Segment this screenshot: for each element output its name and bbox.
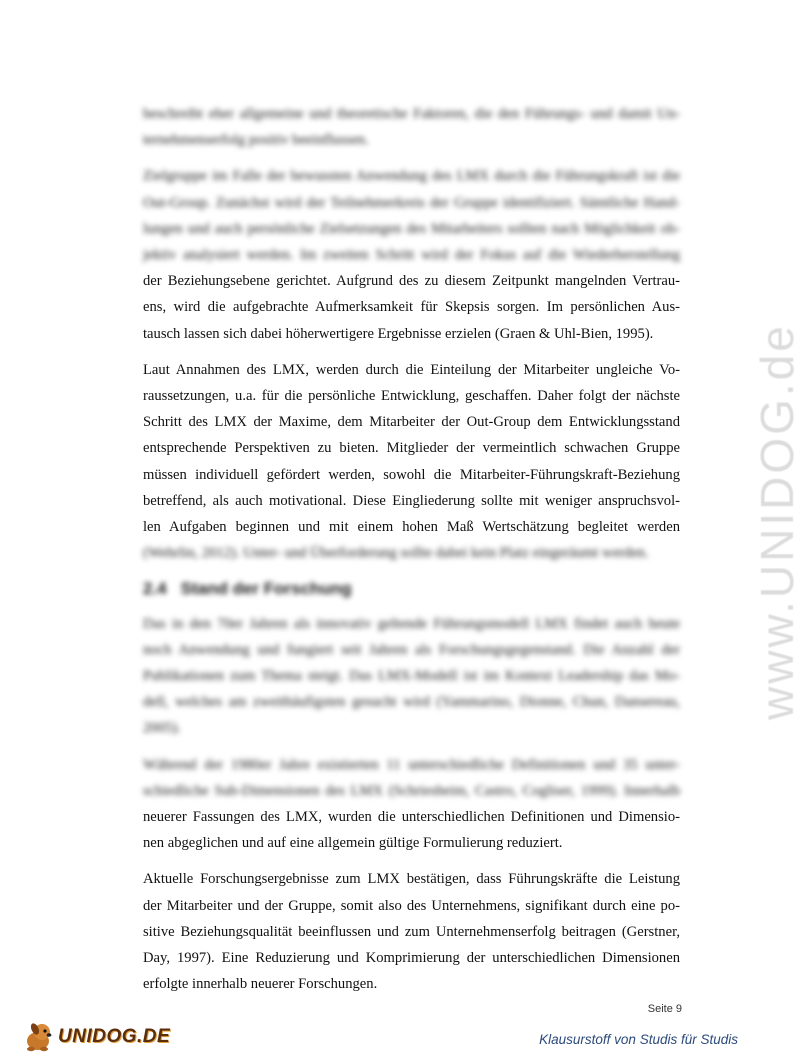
watermark-text: www.UNIDOG.de — [751, 323, 803, 720]
section-title: Stand der Forschung — [180, 579, 352, 599]
text-line: neuerer Fassungen des LMX, wurden die unterschiedlichen Definitionen und Dimensio- — [143, 809, 680, 826]
logo — [20, 1020, 170, 1054]
text-line: Das in den 70er Jahren als innovativ geltende Führungsmodell LMX findet auch heute — [143, 615, 680, 632]
text-line: Aktuelle Forschungsergebnisse zum LMX bestätigen, dass Führungskräfte die Leistung — [143, 871, 680, 888]
paragraph — [143, 101, 680, 153]
text-line: ens, wird die aufgebrachte Aufmerksamkeit für Skepsis sorgen. Im persönlichen Aus- — [143, 299, 680, 316]
paragraph-group-before-heading — [143, 101, 680, 566]
text-line: Während der 1980er Jahre existierten 11 unterschiedliche Definitionen und 35 unter- — [143, 756, 680, 773]
text-line: Zielgruppe im Falle der bewussten Anwendung des LMX durch die Führungskraft ist die — [143, 168, 680, 185]
text-line: jektiv analysiert werden. Im zweiten Schritt wird der Fokus auf die Wiederherstellung — [143, 247, 680, 264]
text-line: Schritt des LMX der Maxime, dem Mitarbeiter der Out-Group dem Entwicklungsstand — [143, 414, 680, 431]
text-line: müssen individuell gefördert werden, sowohl die Mitarbeiter-Führungskraft-Beziehung — [143, 466, 680, 483]
watermark — [700, 240, 803, 760]
text-line: sitive Beziehungsqualität beeinflussen und zum Unternehmenserfolg beitragen (Gerstner, — [143, 923, 680, 940]
text-line: Day, 1997). Eine Reduzierung und Komprimierung der unterschiedlichen Dimensionen — [143, 950, 680, 967]
text-line: schiedliche Sub-Dimensionen des LMX (Schriesheim, Castro, Cogliser, 1999). Innerhalb — [143, 782, 680, 799]
paragraph — [143, 866, 680, 997]
text-line: entsprechende Perspektiven zu bieten. Mitglieder der vermeintlich schwachen Gruppe — [143, 440, 680, 457]
section-number: 2.4 — [143, 579, 167, 599]
footer-tagline: Klausurstoff von Studis für Studis — [539, 1032, 738, 1047]
paragraph — [143, 611, 680, 742]
text-line: beschreibt eher allgemeine und theoretische Faktoren, die den Führungs- und damit Un- — [143, 106, 680, 122]
text-line: ternehmenserfolg positiv beeinflussen. — [143, 132, 369, 149]
text-line: Publikationen zum Thema steigt. Das LMX-Modell ist im Kontext Leadership das Mo- — [143, 668, 680, 685]
paragraph-group-after-heading — [143, 611, 680, 998]
text-line: (Wehrlin, 2012). Unter- und Überforderung sollte dabei kein Platz eingeräumt werden. — [143, 545, 649, 562]
text-line: nen abgeglichen und auf eine allgemein gültige Formulierung reduziert. — [143, 835, 563, 852]
text-line: len Aufgaben beginnen und mit einem hohen Maß Wertschätzung begleitet werden — [143, 519, 680, 536]
text-line: Out-Group. Zunächst wird der Teilnehmerkreis der Gruppe identifiziert. Sämtliche Hand- — [143, 194, 680, 211]
paragraph — [143, 163, 680, 346]
text-line: lungen und auch persönliche Zielsetzungen des Mitarbeiters sollten nach Möglichkeit ob- — [143, 220, 680, 237]
text-line: erfolgte innerhalb neuerer Forschungen. — [143, 976, 378, 993]
text-line: Laut Annahmen des LMX, werden durch die Einteilung der Mitarbeiter ungleiche Vo- — [143, 361, 680, 378]
paragraph — [143, 357, 680, 567]
text-line: noch Anwendung und fungiert seit Jahren als Forschungsgegenstand. Die Anzahl der — [143, 641, 680, 658]
paragraph — [143, 752, 680, 857]
text-line: tausch lassen sich dabei höherwertigere Ergebnisse erzielen (Graen & Uhl-Bien, 1995). — [143, 325, 654, 342]
dog-mascot-icon — [20, 1021, 56, 1053]
text-line: betreffend, als auch motivational. Diese Eingliederung sollte mit weniger anspruchsvol- — [143, 492, 680, 509]
logo-text: UNIDOG.DE — [58, 1026, 171, 1047]
text-line: der Mitarbeiter und der Gruppe, somit also des Unternehmens, signifikant durch eine po- — [143, 897, 680, 914]
text-line: 2005). — [143, 720, 181, 737]
section-heading — [143, 576, 680, 602]
text-line: der Beziehungsebene gerichtet. Aufgrund des zu diesem Zeitpunkt mangelnden Vertrau- — [143, 273, 680, 290]
text-line: raussetzungen, u.a. für die persönliche Entwicklung, geschaffen. Daher folgt der nächste — [143, 388, 680, 405]
text-line: dell, welches am zweithäufigsten gesucht wird (Yammarino, Dionne, Chun, Dansereau, — [143, 694, 680, 711]
page-number: Seite 9 — [647, 1003, 682, 1015]
document-body — [143, 101, 680, 1008]
